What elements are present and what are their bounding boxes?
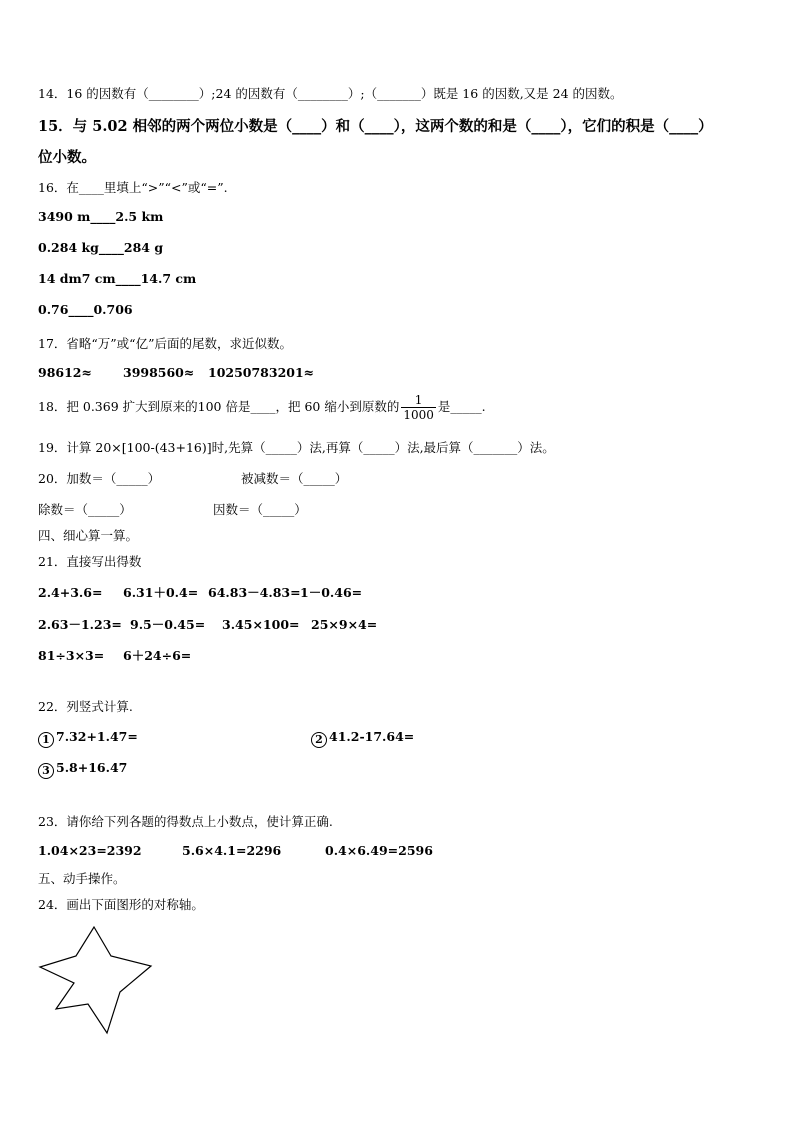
q20-row2 — [38, 500, 307, 518]
q16-item-3: 14 dm7 cm____14.7 cm — [38, 271, 197, 286]
q16-item-2: 0.284 kg____284 g — [38, 240, 164, 255]
q22-expr-1: 7.32+1.47= — [56, 729, 138, 744]
q22-mark-2: 2 — [311, 732, 327, 748]
q21-r2-c1: 2.63－1.23= — [38, 617, 122, 632]
q17-title: 17．省略“万”或“亿”后面的尾数，求近似数。 — [38, 336, 292, 351]
q18-frac-den: 1000 — [403, 408, 434, 422]
q22-expr-2: 41.2-17.64= — [329, 729, 415, 744]
q16-item-1: 3490 m____2.5 km — [38, 209, 164, 224]
q15-line2: 位小数。 — [38, 149, 96, 166]
q21-r3-c1: 81÷3×3= — [38, 648, 105, 663]
q22-expr-3: 5.8+16.47 — [56, 760, 128, 775]
q23-item-2: 5.6×4.1=2296 — [182, 843, 282, 858]
q21-r2-c4: 25×9×4= — [311, 617, 378, 632]
q15-line1: 15．与 5.02 相邻的两个两位小数是（____）和（____），这两个数的和是（____），它们的积是（____） — [38, 118, 713, 135]
q21-r1-c4: 1－0.46= — [300, 585, 363, 600]
q17-item-3: 10250783201≈ — [208, 365, 315, 380]
q18-fraction — [401, 393, 436, 422]
q17-item-1: 98612≈ — [38, 365, 92, 380]
q23-item-1: 1.04×23=2392 — [38, 843, 142, 858]
q16-title: 16．在____里填上“>”“<”或“=”. — [38, 180, 228, 195]
q23-title: 23．请你给下列各题的得数点上小数点，使计算正确. — [38, 814, 333, 829]
q22-mark-1: 1 — [38, 732, 54, 748]
q21-row1 — [38, 583, 362, 601]
section-5-heading: 五、动手操作。 — [38, 871, 126, 886]
q21-title: 21．直接写出得数 — [38, 554, 142, 569]
six-point-star-figure — [38, 925, 158, 1037]
q16-item-4: 0.76____0.706 — [38, 302, 133, 317]
q21-row3 — [38, 646, 191, 664]
star-outline — [40, 927, 151, 1033]
q22-mark-3: 3 — [38, 763, 54, 779]
q20-item-1: 20．加数＝（_____） — [38, 471, 161, 486]
q18-frac-num: 1 — [401, 393, 436, 408]
q20-item-3: 除数＝（_____） — [38, 502, 132, 517]
q20-item-4: 因数＝（_____） — [213, 502, 307, 517]
q21-r1-c1: 2.4+3.6= — [38, 585, 103, 600]
q21-r2-c3: 3.45×100= — [222, 617, 300, 632]
q17-items — [38, 365, 314, 380]
q21-r2-c2: 9.5－0.45= — [130, 617, 206, 632]
q21-r3-c2: 6＋24÷6= — [123, 648, 192, 663]
q18-before: 18．把 0.369 扩大到原来的100 倍是____，把 60 缩小到原数的 — [38, 399, 400, 414]
q21-row2 — [38, 615, 377, 633]
q23-item-3: 0.4×6.49=2596 — [325, 843, 433, 858]
q18-after: 是_____. — [437, 399, 486, 414]
q14: 14．16 的因数有（________）;24 的因数有（________）;（_______）既是 16 的因数,又是 24 的因数。 — [38, 86, 623, 101]
q17-item-2: 3998560≈ — [123, 365, 195, 380]
q19: 19．计算 20×[100-(43+16)]时,先算（_____）法,再算（_____）法,最后算（_______）法。 — [38, 440, 555, 455]
section-4-heading: 四、细心算一算。 — [38, 528, 139, 543]
q22-title: 22．列竖式计算. — [38, 699, 133, 714]
q20-item-2: 被减数＝（_____） — [241, 471, 348, 486]
q21-r1-c2: 6.31＋0.4= — [123, 585, 199, 600]
q24-title: 24．画出下面图形的对称轴。 — [38, 897, 204, 912]
q18 — [38, 393, 486, 422]
q23-row — [38, 843, 433, 858]
q21-r1-c3: 64.83－4.83= — [208, 585, 301, 600]
q22-row2 — [38, 760, 127, 779]
q22-row1 — [38, 729, 414, 748]
q20-row1 — [38, 469, 347, 487]
